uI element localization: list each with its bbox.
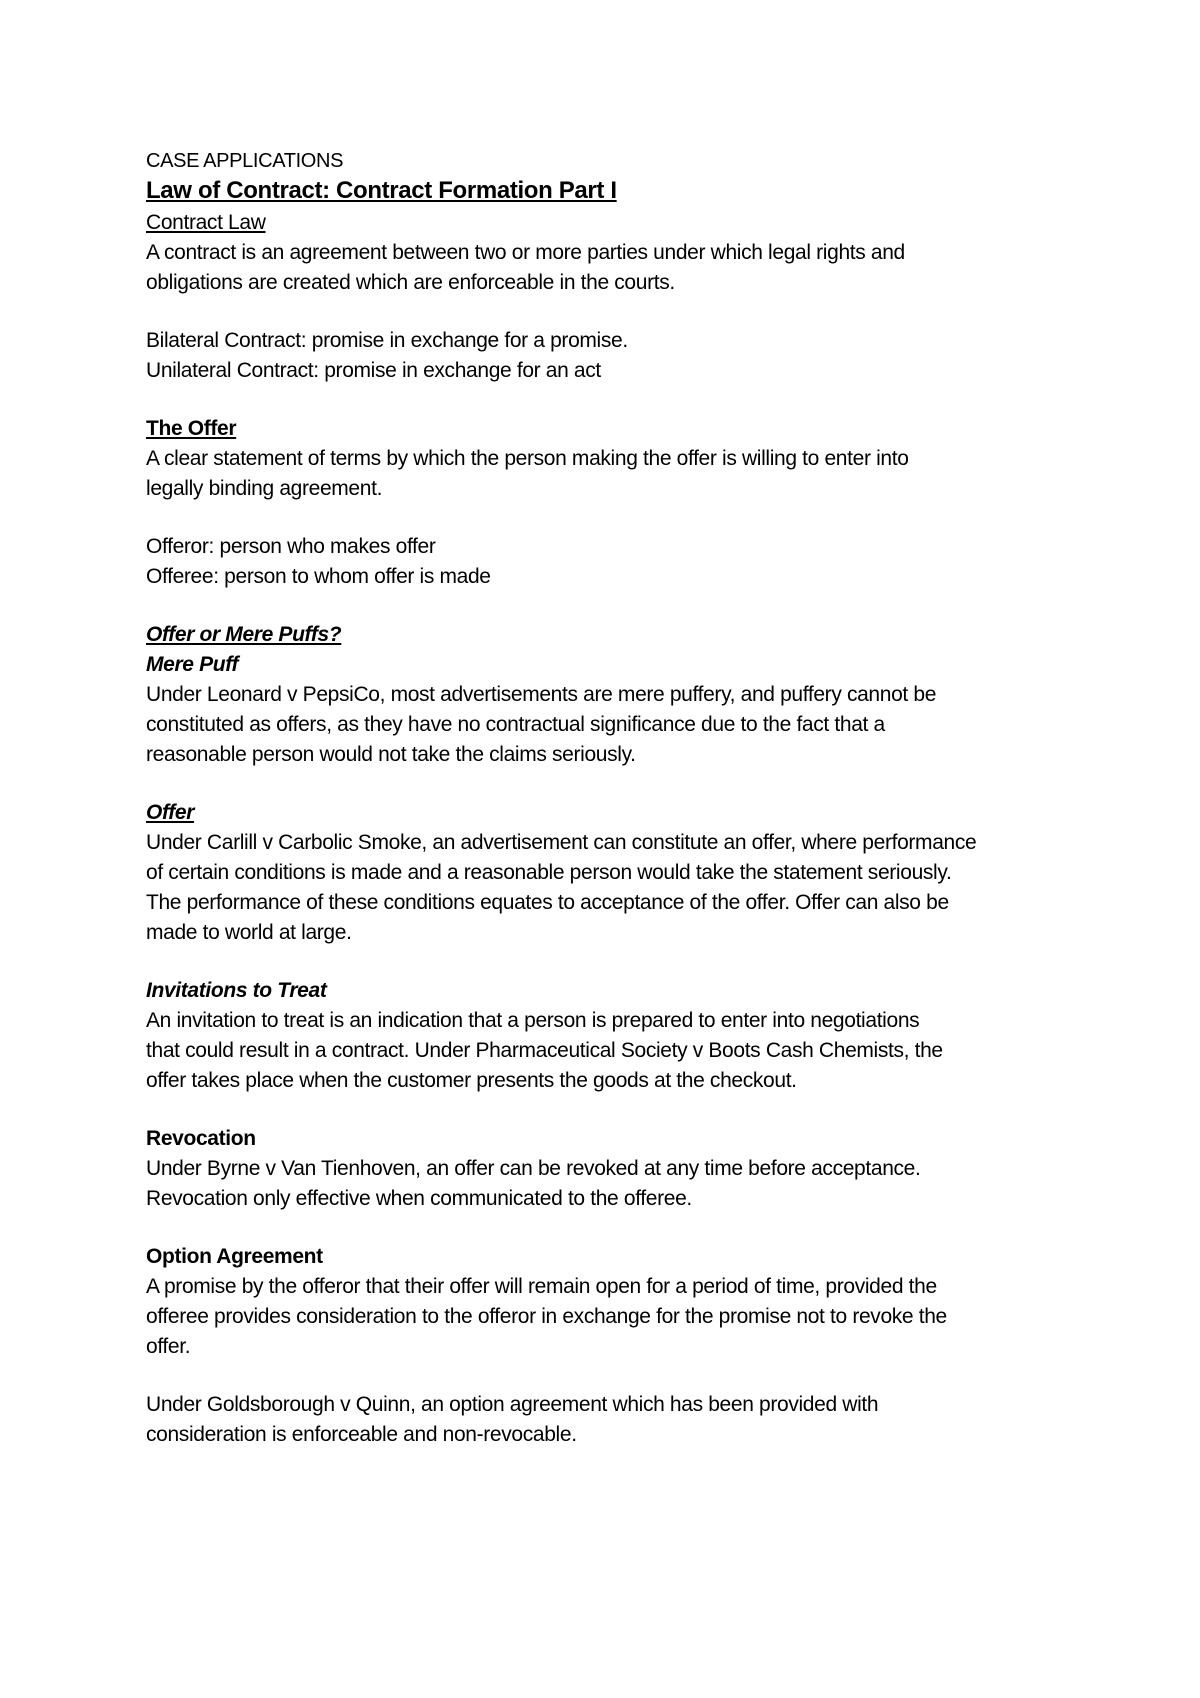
paragraph-line: Bilateral Contract: promise in exchange for a promise. <box>146 329 628 352</box>
section-parties <box>146 532 1086 592</box>
paragraph-line: Under Carlill v Carbolic Smoke, an advertisement can constitute an offer, where performance <box>146 831 977 854</box>
spacer <box>146 386 1086 414</box>
paragraph-line: consideration is enforceable and non-revocable. <box>146 1423 577 1446</box>
section-heading-invitations-to-treat: Invitations to Treat <box>146 979 327 1002</box>
paragraph-line: Under Byrne v Van Tienhoven, an offer can be revoked at any time before acceptance. <box>146 1157 921 1180</box>
section-option-agreement <box>146 1242 1086 1362</box>
paragraph-line: made to world at large. <box>146 921 352 944</box>
spacer <box>146 1096 1086 1124</box>
spacer <box>146 504 1086 532</box>
section-heading-contract-law: Contract Law <box>146 211 266 234</box>
spacer <box>146 592 1086 620</box>
section-offer <box>146 798 1086 948</box>
section-heading-revocation: Revocation <box>146 1127 256 1150</box>
paragraph-line: offeree provides consideration to the offeror in exchange for the promise not to revoke the <box>146 1305 947 1328</box>
paragraph-line: A promise by the offeror that their offer will remain open for a period of time, provided the <box>146 1275 937 1298</box>
paragraph-line: A contract is an agreement between two or more parties under which legal rights and <box>146 241 905 264</box>
document-page <box>146 148 1086 1450</box>
paragraph-line: Revocation only effective when communicated to the offeree. <box>146 1187 692 1210</box>
section-contract-types <box>146 326 1086 386</box>
paragraph-line: The performance of these conditions equates to acceptance of the offer. Offer can also be <box>146 891 949 914</box>
paragraph-line: Under Goldsborough v Quinn, an option agreement which has been provided with <box>146 1393 879 1416</box>
section-contract-law <box>146 208 1086 298</box>
spacer <box>146 298 1086 326</box>
paragraph-line: Offeror: person who makes offer <box>146 535 436 558</box>
section-the-offer <box>146 414 1086 504</box>
spacer <box>146 948 1086 976</box>
document-title: Law of Contract: Contract Formation Part I <box>146 177 617 204</box>
paragraph-line: reasonable person would not take the claims seriously. <box>146 743 636 766</box>
spacer <box>146 1214 1086 1242</box>
paragraph-line: legally binding agreement. <box>146 477 383 500</box>
spacer <box>146 770 1086 798</box>
paragraph-line: constituted as offers, as they have no contractual significance due to the fact that a <box>146 713 885 736</box>
section-question-mere-puffs: Offer or Mere Puffs? <box>146 623 342 646</box>
paragraph-line: of certain conditions is made and a reasonable person would take the statement seriously. <box>146 861 952 884</box>
spacer <box>146 1362 1086 1390</box>
section-goldsborough <box>146 1390 1086 1450</box>
paragraph-line: An invitation to treat is an indication that a person is prepared to enter into negotiations <box>146 1009 920 1032</box>
paragraph-line: Under Leonard v PepsiCo, most advertisements are mere puffery, and puffery cannot be <box>146 683 937 706</box>
section-heading-mere-puff: Mere Puff <box>146 653 239 676</box>
paragraph-line: that could result in a contract. Under Pharmaceutical Society v Boots Cash Chemists, the <box>146 1039 943 1062</box>
section-heading-offer: Offer <box>146 801 195 824</box>
section-heading-option-agreement: Option Agreement <box>146 1245 323 1268</box>
section-heading-the-offer: The Offer <box>146 417 237 440</box>
paragraph-line: Unilateral Contract: promise in exchange for an act <box>146 359 601 382</box>
paragraph-line: Offeree: person to whom offer is made <box>146 565 491 588</box>
section-invitations-to-treat <box>146 976 1086 1096</box>
paragraph-line: obligations are created which are enforceable in the courts. <box>146 271 675 294</box>
section-mere-puffs <box>146 620 1086 770</box>
case-heading: CASE APPLICATIONS <box>146 150 344 172</box>
paragraph-line: offer. <box>146 1335 191 1358</box>
paragraph-line: offer takes place when the customer presents the goods at the checkout. <box>146 1069 797 1092</box>
section-revocation <box>146 1124 1086 1214</box>
paragraph-line: A clear statement of terms by which the person making the offer is willing to enter into <box>146 447 909 470</box>
